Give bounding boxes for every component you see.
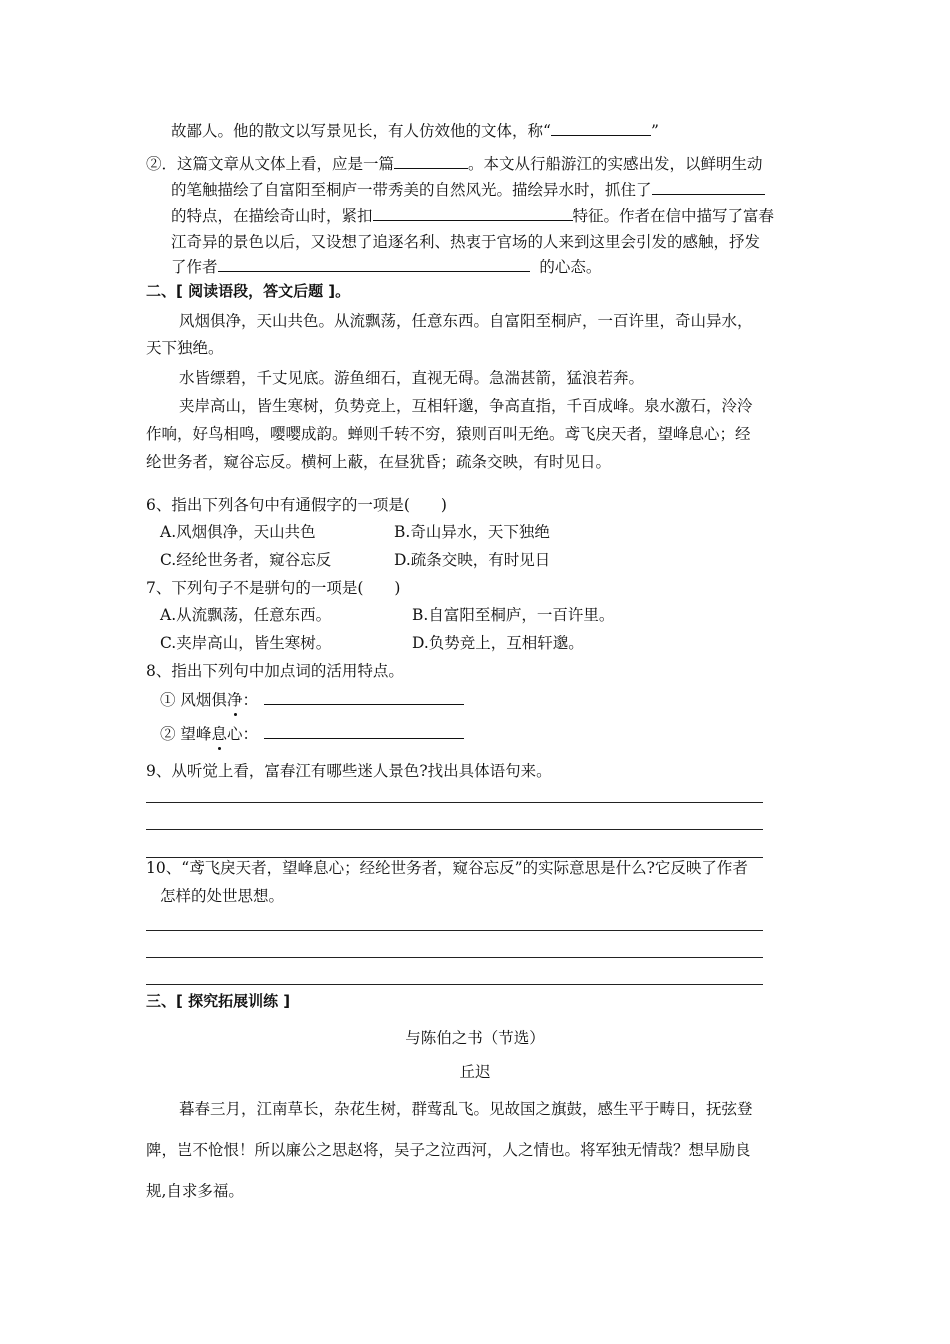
blank-line bbox=[652, 179, 765, 195]
option-c: C.经纶世务者，窥谷忘反 bbox=[160, 551, 332, 569]
text-segment: 故鄙人。他的散文以写景见长，有人仿效他的文体，称“ bbox=[171, 122, 551, 140]
blank-line bbox=[373, 205, 573, 221]
text-segment: 特征。作者在信中描写了富春 bbox=[572, 207, 775, 225]
text-line: 江奇异的景色以后，又设想了追逐名利、热衷于官场的人来到这里会引发的感触，抒发 bbox=[171, 233, 761, 251]
answer-line[interactable] bbox=[146, 957, 763, 958]
text-segment: 的特点，在描绘奇山时，紧扣 bbox=[171, 207, 373, 225]
passage-line: 天下独绝。 bbox=[146, 339, 224, 357]
answer-line[interactable] bbox=[146, 802, 763, 803]
option-d: D.疏条交映，有时见日 bbox=[394, 551, 551, 569]
text-line bbox=[171, 256, 601, 278]
dotted-word: 息 bbox=[211, 725, 227, 743]
dotted-word: 净 bbox=[226, 691, 243, 709]
passage-line: 风烟俱净，天山共色。从流飘荡，任意东西。自富阳至桐庐，一百许里，奇山异水， bbox=[179, 312, 753, 330]
text-segment: 。本文从行船游江的实感出发，以鲜明生动 bbox=[468, 155, 763, 173]
answer-line[interactable] bbox=[146, 984, 763, 985]
answer-line[interactable] bbox=[264, 723, 464, 739]
blank-line bbox=[551, 120, 651, 136]
text-segment: 心： bbox=[226, 725, 258, 743]
passage-line: 规,自求多福。 bbox=[146, 1182, 244, 1200]
answer-line[interactable] bbox=[146, 930, 763, 931]
passage-line: 水皆缥碧，千丈见底。游鱼细石，直视无碍。急湍甚箭，猛浪若奔。 bbox=[179, 369, 645, 387]
blank-line bbox=[218, 256, 530, 272]
blank-line bbox=[394, 153, 468, 169]
text-segment: 的笔触描绘了自富阳至桐庐一带秀美的自然风光。描绘异水时，抓住了 bbox=[171, 181, 652, 199]
text-segment: ②．这篇文章从文体上看，应是一篇 bbox=[146, 155, 395, 173]
text-segment: 的心态。 bbox=[539, 258, 602, 276]
passage-line: 作响，好鸟相鸣，嘤嘤成韵。蝉则千转不穷，猿则百叫无绝。鸢飞戾天者，望峰息心；经 bbox=[146, 425, 751, 443]
option-a: A.风烟俱净，天山共色 bbox=[160, 523, 316, 541]
question-stem: 10、“鸢飞戾天者，望峰息心；经纶世务者，窥谷忘反”的实际意思是什么?它反映了作者 bbox=[146, 859, 748, 877]
answer-line[interactable] bbox=[264, 689, 464, 705]
q8-item-2 bbox=[160, 723, 464, 745]
question-stem: 6、指出下列各句中有通假字的一项是( ) bbox=[146, 496, 447, 514]
q8-item-1 bbox=[160, 689, 464, 711]
text-line bbox=[171, 179, 765, 201]
section-heading: 三、[ 探究拓展训练 ] bbox=[146, 992, 291, 1010]
article-title: 与陈伯之书（节选） bbox=[405, 1029, 545, 1047]
question-stem: 8、指出下列句中加点词的活用特点。 bbox=[146, 662, 404, 680]
option-a: A.从流飘荡，任意东西。 bbox=[160, 606, 332, 624]
text-line bbox=[171, 205, 774, 227]
text-line bbox=[146, 153, 763, 175]
text-segment: 了作者 bbox=[171, 258, 218, 276]
question-stem: 9、从听觉上看，富春江有哪些迷人景色?找出具体语句来。 bbox=[146, 762, 552, 780]
option-b: B.自富阳至桐庐，一百许里。 bbox=[412, 606, 615, 624]
article-author: 丘迟 bbox=[459, 1063, 491, 1081]
text-line bbox=[171, 120, 659, 142]
text-segment: ② 望峰 bbox=[160, 725, 212, 743]
question-stem: 7、下列句子不是骈句的一项是( ) bbox=[146, 579, 401, 597]
section-heading: 二、[ 阅读语段，答文后题 ]。 bbox=[146, 282, 351, 300]
passage-line: 夹岸高山，皆生寒树，负势竞上，互相轩邈，争高直指，千百成峰。泉水激石，泠泠 bbox=[179, 397, 753, 415]
text-segment: ” bbox=[650, 122, 659, 140]
passage-line: 陴，岂不怆恨！所以廉公之思赵将，吴子之泣西河，人之情也。将军独无情哉？想早励良 bbox=[146, 1141, 751, 1159]
text-segment: ： bbox=[242, 691, 258, 709]
passage-line: 纶世务者，窥谷忘反。横柯上蔽，在昼犹昏；疏条交映，有时见日。 bbox=[146, 453, 612, 471]
option-b: B.奇山异水，天下独绝 bbox=[394, 523, 550, 541]
option-d: D.负势竞上，互相轩邈。 bbox=[412, 634, 584, 652]
option-c: C.夹岸高山，皆生寒树。 bbox=[160, 634, 332, 652]
answer-line[interactable] bbox=[146, 829, 763, 830]
question-stem: 怎样的处世思想。 bbox=[160, 887, 285, 905]
passage-line: 暮春三月，江南草长，杂花生树，群莺乱飞。见故国之旗鼓，感生平于畴日，抚弦登 bbox=[179, 1100, 753, 1118]
text-segment: ① 风烟俱 bbox=[160, 691, 227, 709]
